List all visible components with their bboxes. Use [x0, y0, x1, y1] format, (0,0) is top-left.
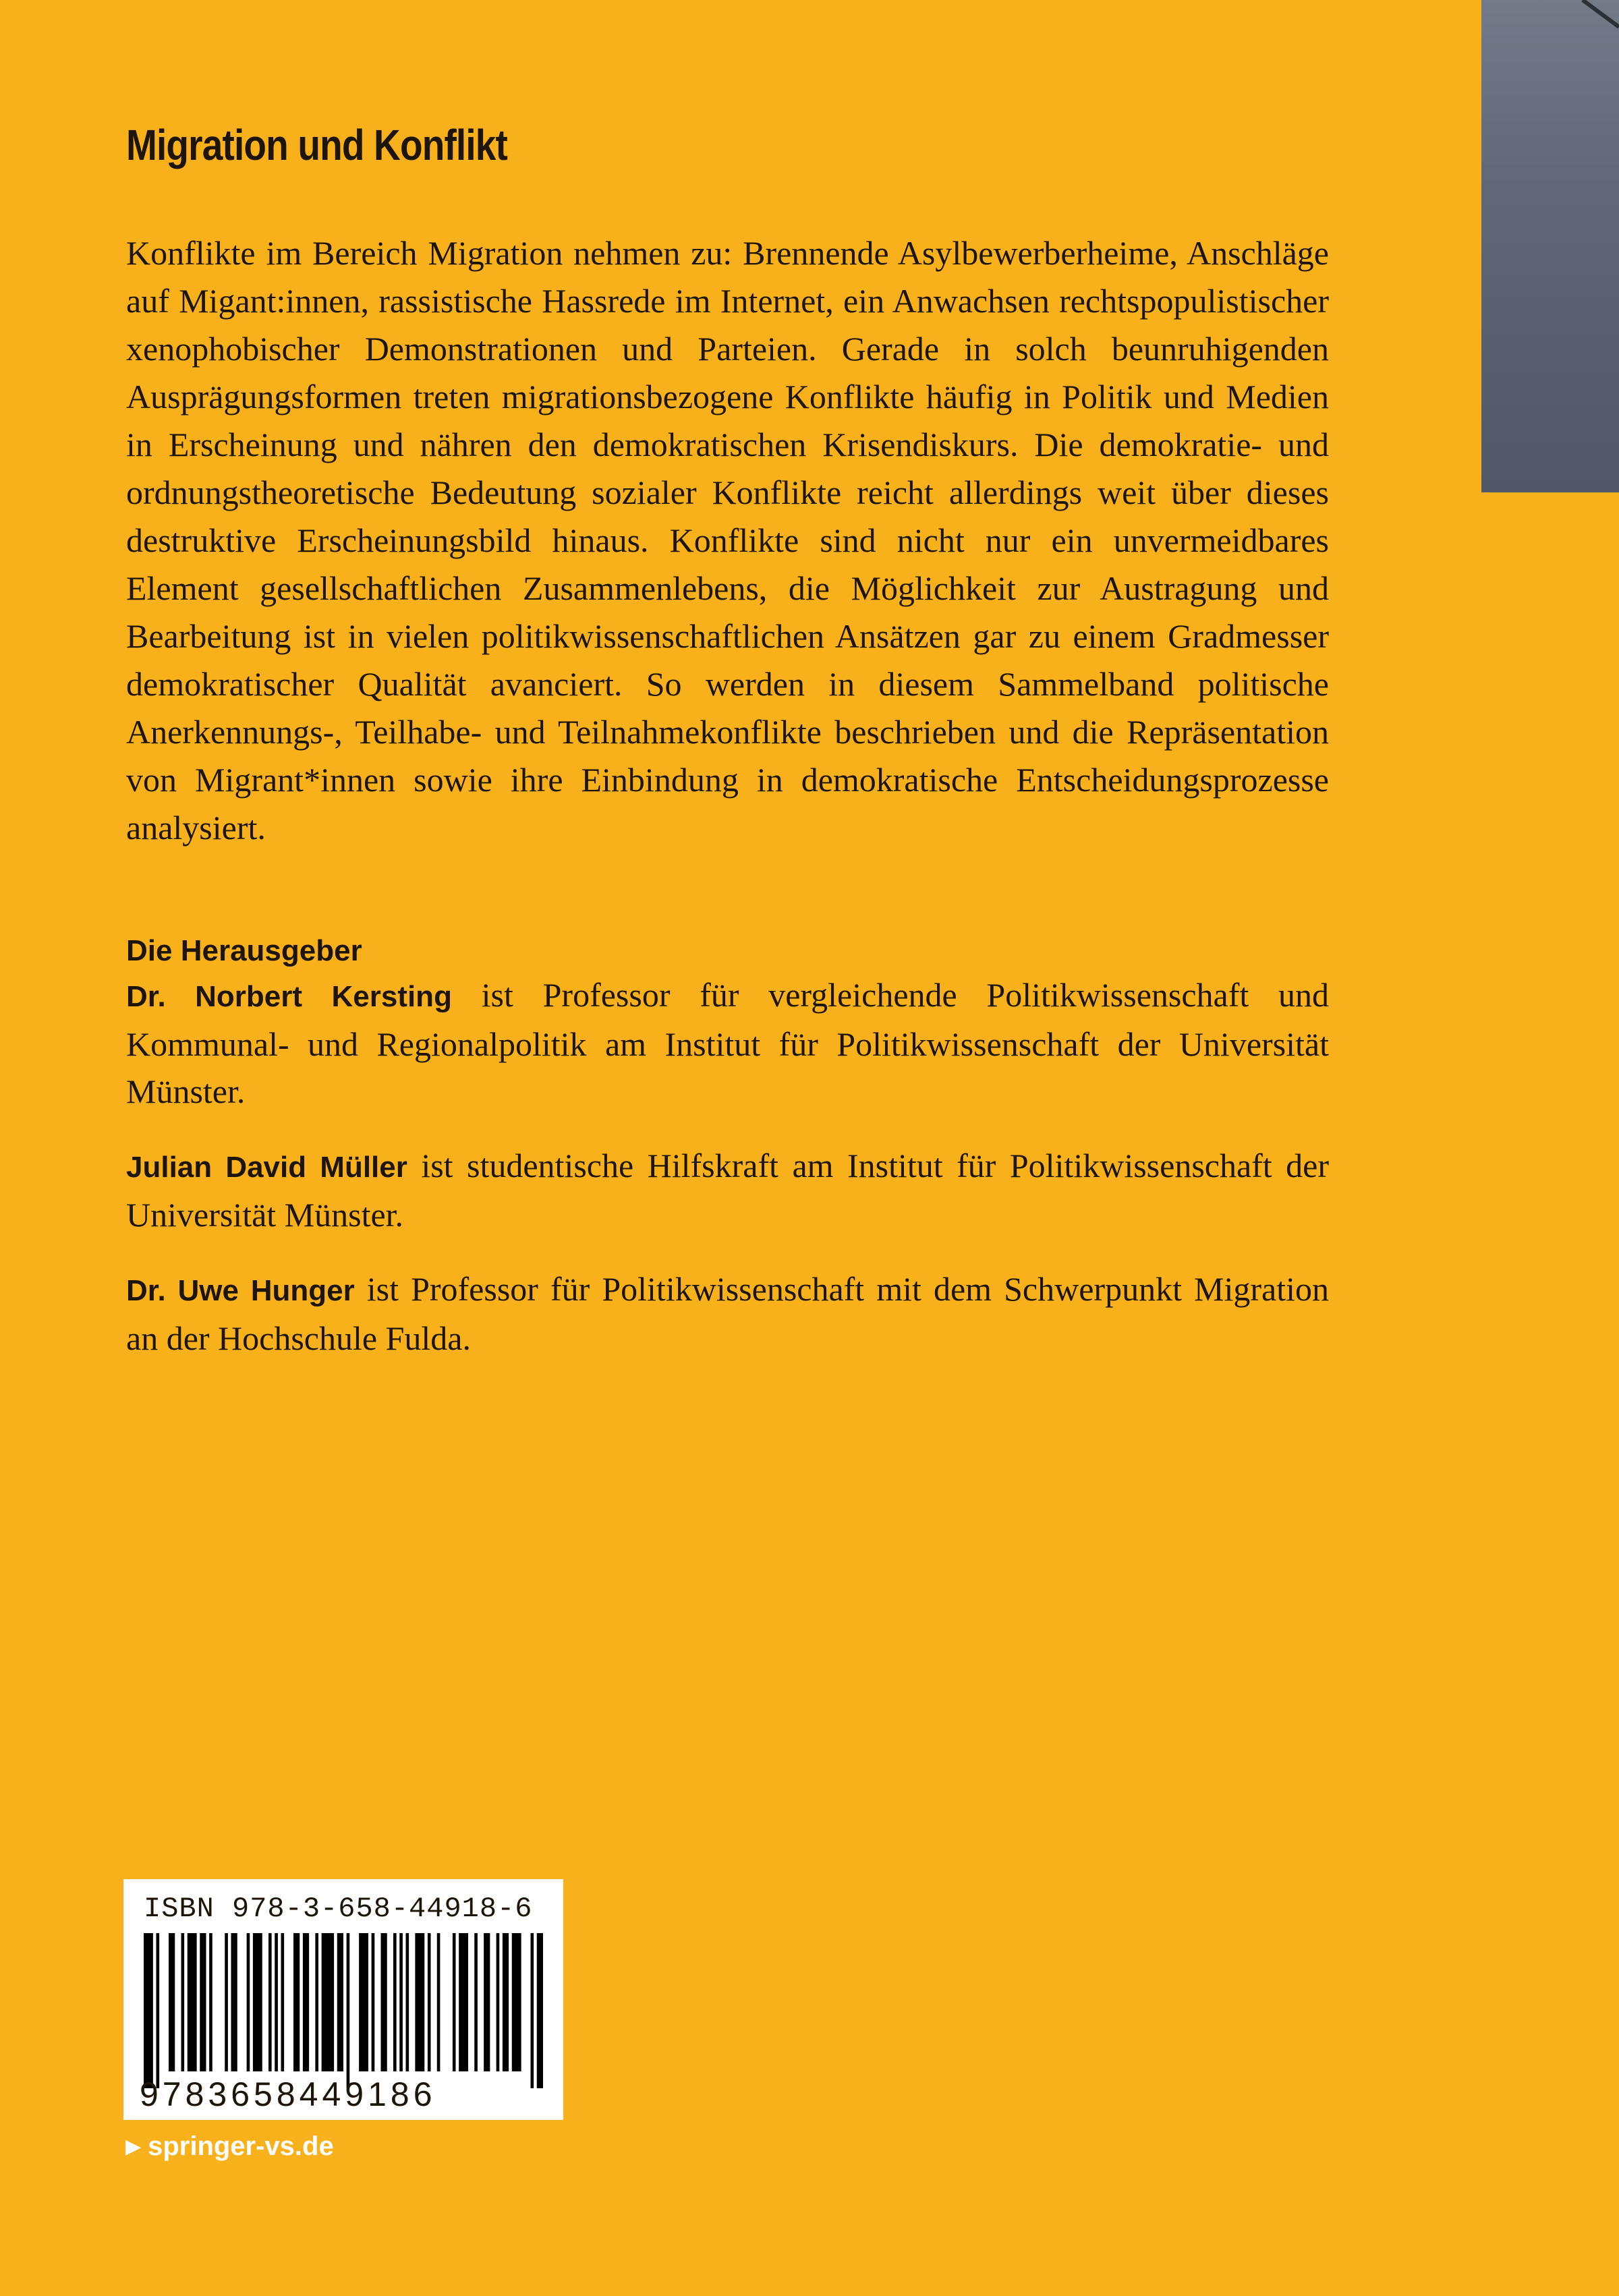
cover-image-corner: [1481, 0, 1619, 492]
barcode-bar: [337, 1933, 343, 2071]
barcode-bar: [512, 1933, 521, 2071]
publisher-url: springer-vs.de: [148, 2131, 334, 2161]
spine-decoration: [1481, 0, 1619, 492]
editor-name: Julian David Müller: [126, 1151, 407, 1184]
play-arrow-icon: ▶: [125, 2135, 142, 2158]
editor-bio: [126, 1142, 1329, 1238]
publisher-link[interactable]: [125, 2131, 334, 2162]
barcode-bar: [225, 1933, 228, 2071]
editor-name: Dr. Norbert Kersting: [126, 980, 452, 1013]
barcode-bar: [359, 1933, 368, 2071]
isbn-barcode-box: [123, 1879, 563, 2120]
barcode-bar: [209, 1933, 212, 2071]
barcode-bar: [496, 1933, 500, 2071]
barcode-bar: [231, 1933, 237, 2071]
barcode-bar: [459, 1933, 468, 2071]
barcode-bar: [347, 1933, 350, 2088]
barcode-bar: [247, 1933, 250, 2071]
book-blurb: Konflikte im Bereich Migration nehmen zu: Brennende Asylbewerberheime, Anschläge auf Migant:innen, rassistische Hassrede im Internet, ein Anwachsen rechtspopulistischer xenophobischer Demonstrationen und Parteien. Gerade in solch beunruhigenden Ausprägungsformen treten migrationsbezogene Konflikte häufig in Politik und Medien in Erscheinung und nähren den demokratischen Krisendiskurs. Die demokratie- und ordnungstheoretische Bedeutung sozialer Konflikte reicht allerdings weit über dieses destruktive Erscheinungsbild hinaus. Konflikte sind nicht nur ein unvermeidbares Element gesellschaftlichen Zusammenlebens, die Möglichkeit zur Austragung und Bearbeitung ist in vielen politikwissenschaftlichen Ansätzen gar zu einem Gradmesser demokratischer Qualität avanciert. So werden in diesem Sammelband politische Anerkennungs-, Teilhabe- und Teilnahmekonflikte beschrieben und die Repräsentation von Migrant*innen sowie ihre Einbindung in demokratische Entscheidungsprozesse analysiert.: [126, 234, 1329, 846]
barcode-bar: [181, 1933, 185, 2071]
barcode-bar: [537, 1933, 543, 2088]
barcode-bar: [188, 1933, 197, 2071]
barcode-bar: [503, 1933, 509, 2071]
editor-bio: [126, 971, 1329, 1115]
barcode-bar: [293, 1933, 300, 2071]
barcode-bar: [144, 1933, 153, 2088]
barcode-bar: [372, 1933, 375, 2071]
barcode-bar: [428, 1933, 431, 2071]
barcode-bar: [437, 1933, 441, 2071]
barcode-bar: [531, 1933, 534, 2088]
barcode-bar: [453, 1933, 456, 2071]
barcode-bar: [399, 1933, 403, 2071]
barcode-bar: [315, 1933, 318, 2071]
barcode-bar: [381, 1933, 387, 2071]
barcode-bar: [253, 1933, 262, 2071]
barcode-bar: [200, 1933, 206, 2071]
editors-heading: Die Herausgeber: [126, 934, 362, 967]
barcode-icon: [144, 1933, 543, 2088]
barcode-bar: [157, 1933, 160, 2088]
isbn-label: ISBN 978-3-658-44918-6: [144, 1893, 533, 1925]
editor-description: ist Professor für vergleichende Politikwissenschaft und Kommunal- und Regionalpolitik am Institut für Politikwissenschaft der Universität Münster.: [126, 976, 1329, 1110]
barcode-bar: [268, 1933, 272, 2071]
editor-description: ist studentische Hilfskraft am Institut für Politikwissenschaft der Universität Münster.: [126, 1147, 1329, 1234]
barcode-digits: 9783658449186: [140, 2075, 436, 2113]
barcode-bar: [474, 1933, 478, 2071]
barcode-bar: [303, 1933, 309, 2071]
editor-description: ist Professor für Politikwissenschaft mit dem Schwerpunkt Migration an der Hochschule Fulda.: [126, 1270, 1329, 1357]
editor-name: Dr. Uwe Hunger: [126, 1274, 355, 1307]
barcode-bar: [281, 1933, 285, 2071]
book-title: Migration und Konflikt: [126, 121, 508, 169]
barcode-bar: [322, 1933, 335, 2071]
editor-bio: [126, 1265, 1329, 1362]
barcode-bar: [169, 1933, 175, 2071]
barcode-bar: [484, 1933, 490, 2071]
editors-section: [126, 931, 1329, 1362]
barcode-bar: [393, 1933, 397, 2071]
barcode-bar: [275, 1933, 278, 2071]
barcode-bar: [415, 1933, 424, 2071]
barcode-bar: [406, 1933, 409, 2071]
